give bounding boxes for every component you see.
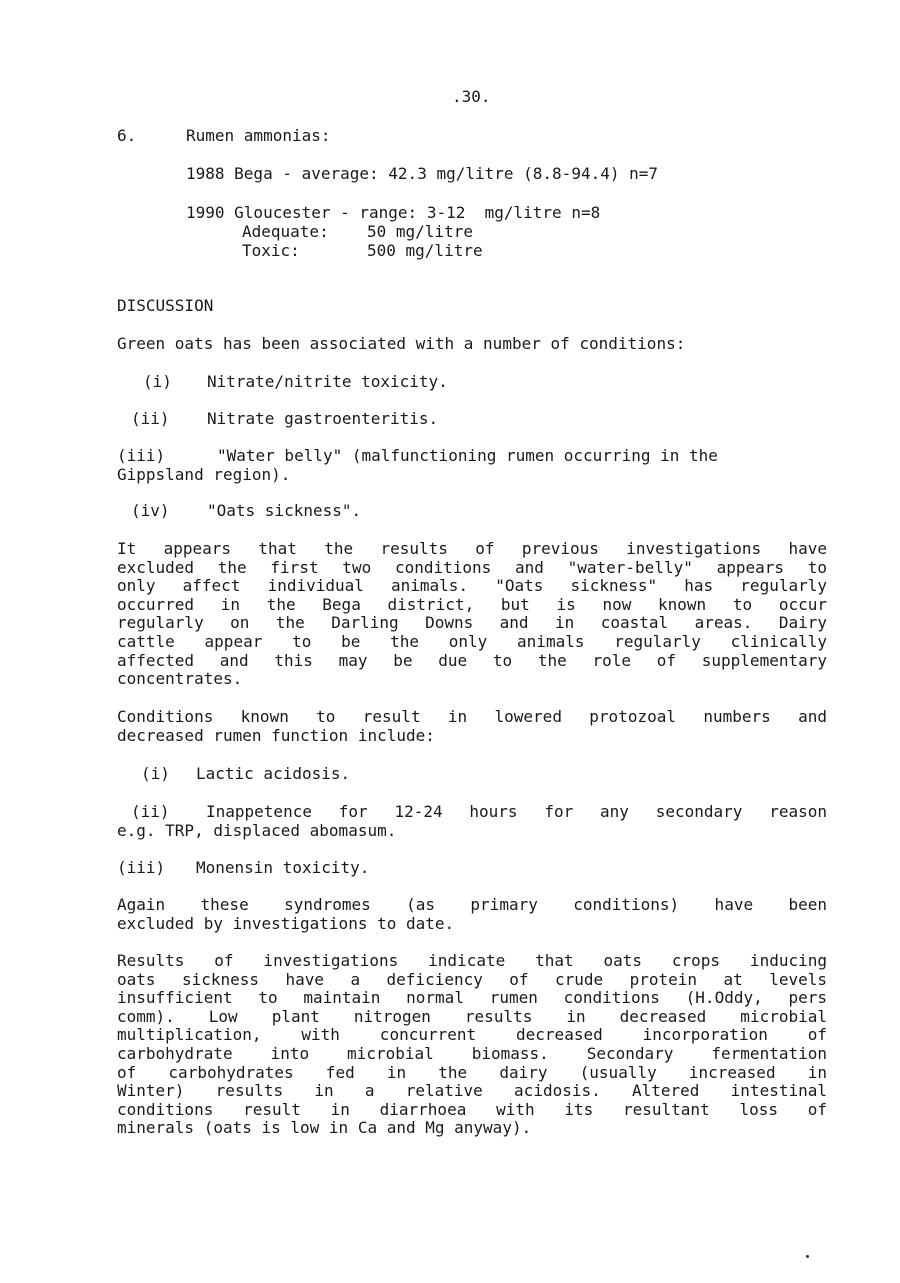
paragraph-previous-investigations: [117, 540, 827, 689]
page-number: .30.: [452, 87, 491, 106]
condition-text: "Oats sickness".: [207, 501, 362, 520]
paragraph-line: carbohydrate into microbial biomass. Secondary fermentation: [117, 1043, 827, 1063]
condition-text: "Water belly" (malfunctioning rumen occurring in the: [217, 446, 718, 465]
condition-text-continuation: Gippsland region).: [117, 465, 291, 484]
condition-text: Nitrate/nitrite toxicity.: [207, 372, 448, 391]
condition-text: Nitrate gastroenteritis.: [207, 409, 439, 428]
paragraph-line: only affect individual animals. "Oats sickness" has regularly: [117, 576, 827, 596]
paragraph-line: insufficient to maintain normal rumen conditions (H.Oddy, pers: [117, 988, 827, 1008]
condition-number: (i): [143, 372, 172, 391]
paragraph-line: Winter) results in a relative acidosis. Altered intestinal: [117, 1081, 827, 1101]
paragraph-line: oats sickness have a deficiency of crude protein at levels: [117, 969, 827, 989]
paragraph-line: Again these syndromes (as primary conditions) have been: [117, 895, 827, 914]
discussion-intro: Green oats has been associated with a number of conditions:: [117, 334, 686, 353]
paragraph-line: Conditions known to result in lowered protozoal numbers and: [117, 707, 827, 726]
paragraph-line: conditions result in diarrhoea with its resultant loss of: [117, 1099, 827, 1119]
toxic-label: Toxic:: [242, 241, 300, 260]
paragraph-line: excluded by investigations to date.: [117, 913, 455, 933]
paragraph-line: minerals (oats is low in Ca and Mg anyway).: [117, 1118, 532, 1138]
cause-number: (iii): [117, 858, 166, 877]
adequate-label: Adequate:: [242, 222, 329, 241]
paragraph-conditions-known: [117, 708, 827, 745]
paragraph-results-of-investigations: [117, 952, 827, 1138]
cause-text: Inappetence for 12-24 hours for any secondary reason: [206, 802, 827, 821]
section-number: 6.: [117, 126, 137, 145]
paragraph-line: regularly on the Darling Downs and in coastal areas. Dairy: [117, 613, 827, 633]
paragraph-line: It appears that the results of previous investigations have: [117, 539, 827, 558]
condition-number: (iv): [131, 501, 170, 520]
cause-text: Lactic acidosis.: [196, 764, 351, 783]
paragraph-line: of carbohydrates fed in the dairy (usually increased in: [117, 1062, 827, 1082]
condition-number: (ii): [131, 409, 170, 428]
scan-speck: [806, 1255, 809, 1258]
paragraph-line: Results of investigations indicate that oats crops inducing: [117, 951, 827, 970]
paragraph-line: comm). Low plant nitrogen results in decreased microbial: [117, 1006, 827, 1026]
paragraph-line: affected and this may be due to the role of supplementary: [117, 650, 827, 670]
paragraph-line: excluded the first two conditions and "water-belly" appears to: [117, 557, 827, 577]
paragraph-line: decreased rumen function include:: [117, 725, 435, 745]
discussion-heading: DISCUSSION: [117, 296, 214, 315]
condition-number: (iii): [117, 446, 166, 465]
adequate-value: 50 mg/litre: [367, 222, 473, 241]
paragraph-syndromes-excluded: [117, 896, 827, 933]
cause-text: Monensin toxicity.: [196, 858, 370, 877]
paragraph-line: occurred in the Bega district, but is now known to occur: [117, 594, 827, 614]
cause-number: (i): [141, 764, 170, 783]
paragraph-line: multiplication, with concurrent decreased incorporation of: [117, 1025, 827, 1045]
section-heading: Rumen ammonias:: [186, 126, 331, 145]
cause-text-continuation: e.g. TRP, displaced abomasum.: [117, 821, 397, 840]
toxic-value: 500 mg/litre: [367, 241, 483, 260]
gloucester-1990-line: 1990 Gloucester - range: 3-12 mg/litre n=8: [186, 203, 601, 222]
paragraph-line: concentrates.: [117, 669, 243, 689]
paragraph-line: cattle appear to be the only animals regularly clinically: [117, 631, 827, 651]
cause-number: (ii): [131, 802, 170, 821]
bega-1988-line: 1988 Bega - average: 42.3 mg/litre (8.8-94.4) n=7: [186, 164, 659, 183]
